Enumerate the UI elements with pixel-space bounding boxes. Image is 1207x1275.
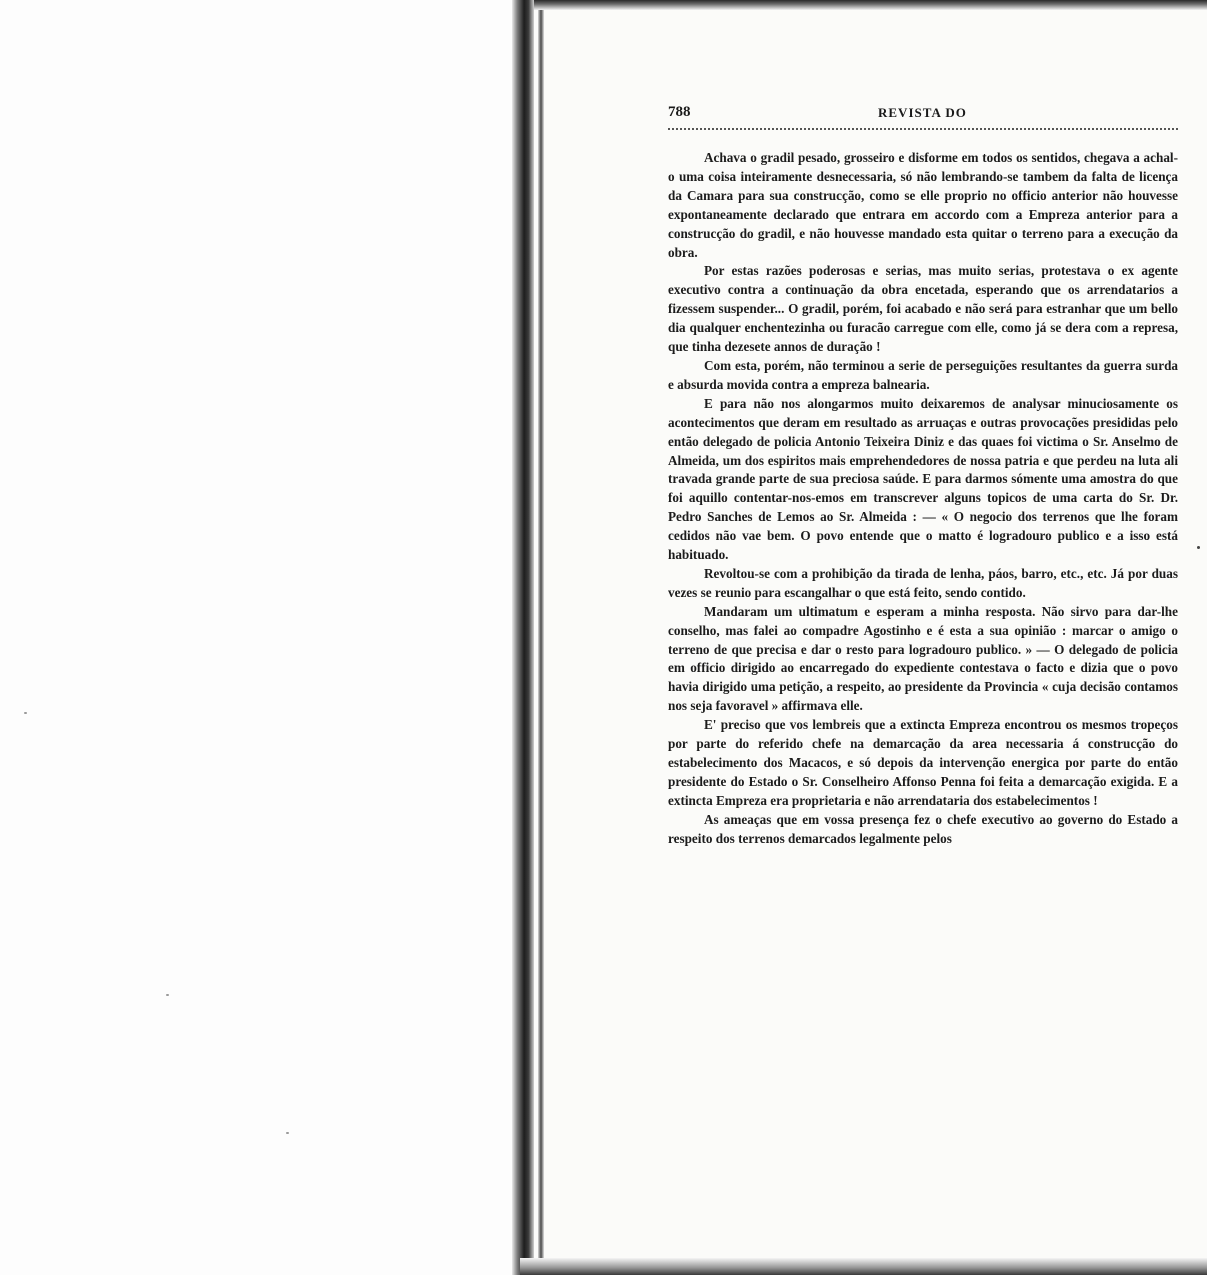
dust-speck [286,1132,289,1134]
paragraph: E para não nos alongarmos muito deixaremos de analysar minuciosamente os acontecimentos que deram em resultado as arruaças e outras provocações presididas pelo então delegado de policia Antonio Teixeira Diniz e das quaes foi victima o Sr. Anselmo de Almeida, um dos espiritos mais emprehendedores de nossa patria e que perdeu na luta ali travada grande parte de sua preciosa saúde. E para darmos sómente uma amostra do que foi aquillo contentar-nos-emos em transcrever alguns topicos de uma carta do Sr. Dr. Pedro Sanches de Lemos ao Sr. Almeida : — « O negocio dos terrenos que lhe foram cedidos não vae bem. O povo entende que o matto é logradouro publico e a isso está habituado. [668,395,1178,563]
paragraph: E' preciso que vos lembreis que a extincta Empreza encontrou os mesmos tropeços por parte do referido chefe na demarcação da area necessaria á construcção do estabelecimento dos Macacos, e só depois da intervenção energica por parte do então presidente do Estado o Sr. Conselheiro Affonso Penna foi feita a demarcação exigida. E a extincta Empreza era proprietaria e não arrendataria dos estabelecimentos ! [668,717,1178,808]
dust-speck [166,994,169,996]
paragraph: Mandaram um ultimatum e esperam a minha resposta. Não sirvo para dar-lhe conselho, mas falei ao compadre Agostinho e é esta a sua opinião : marcar o amigo o terreno de que precisa e dar o resto para logradouro publico. » — O delegado de policia em officio dirigido ao encarregado do expediente contestava o facto e dizia que o povo havia dirigido uma petição, a respeito, ao presidente da Provincia « cuja decisão contamos nos seja favoravel » affirmava elle. [668,603,1178,714]
page-header [668,104,1178,128]
page-top-edge [534,0,1207,10]
book-gutter-shadow [512,0,534,1275]
dust-speck [24,712,27,714]
page-bottom-edge [520,1258,1207,1275]
margin-mark [1197,546,1200,549]
paragraph: Com esta, porém, não terminou a serie de perseguições resultantes da guerra surda e absurda movida contra a empreza balnearia. [668,357,1178,392]
header-rule [668,128,1178,130]
paragraph: Por estas razões poderosas e serias, mas muito serias, protestava o ex agente executivo contra a continuação da obra encetada, esperando que os arrendatarios a fizessem suspender... O gradil, porém, foi acabado e não será para estranhar que um bello dia qualquer enchentezinha ou furacão carregue com elle, como já se dera com a represa, que tinha dezesete annos de duração ! [668,263,1178,355]
page-number: 788 [668,104,691,120]
body-text [668,149,1178,849]
blank-left-page [0,0,512,1275]
paragraph: Revoltou-se com a prohibição da tirada de lenha, páos, barro, etc., etc. Já por duas vezes se reunio para escangalhar o que está feito, sendo contido. [668,565,1178,600]
paragraph: Achava o gradil pesado, grosseiro e disforme em todos os sentidos, chegava a achal-o uma coisa inteiramente desnecessaria, só não lembrando-se tambem da falta de licença da Camara para sua construcção, como se elle proprio no officio anterior não houvesse expontaneamente declarado que entrara em accordo com a Empreza anterior para a construcção do gradil, e não houvesse mandado esta quitar o terreno para a execução da obra. [668,150,1178,260]
running-head: REVISTA DO [878,105,967,120]
paragraph: As ameaças que em vossa presença fez o chefe executivo ao governo do Estado a respeito dos terrenos demarcados legalmente pelos [668,811,1178,846]
